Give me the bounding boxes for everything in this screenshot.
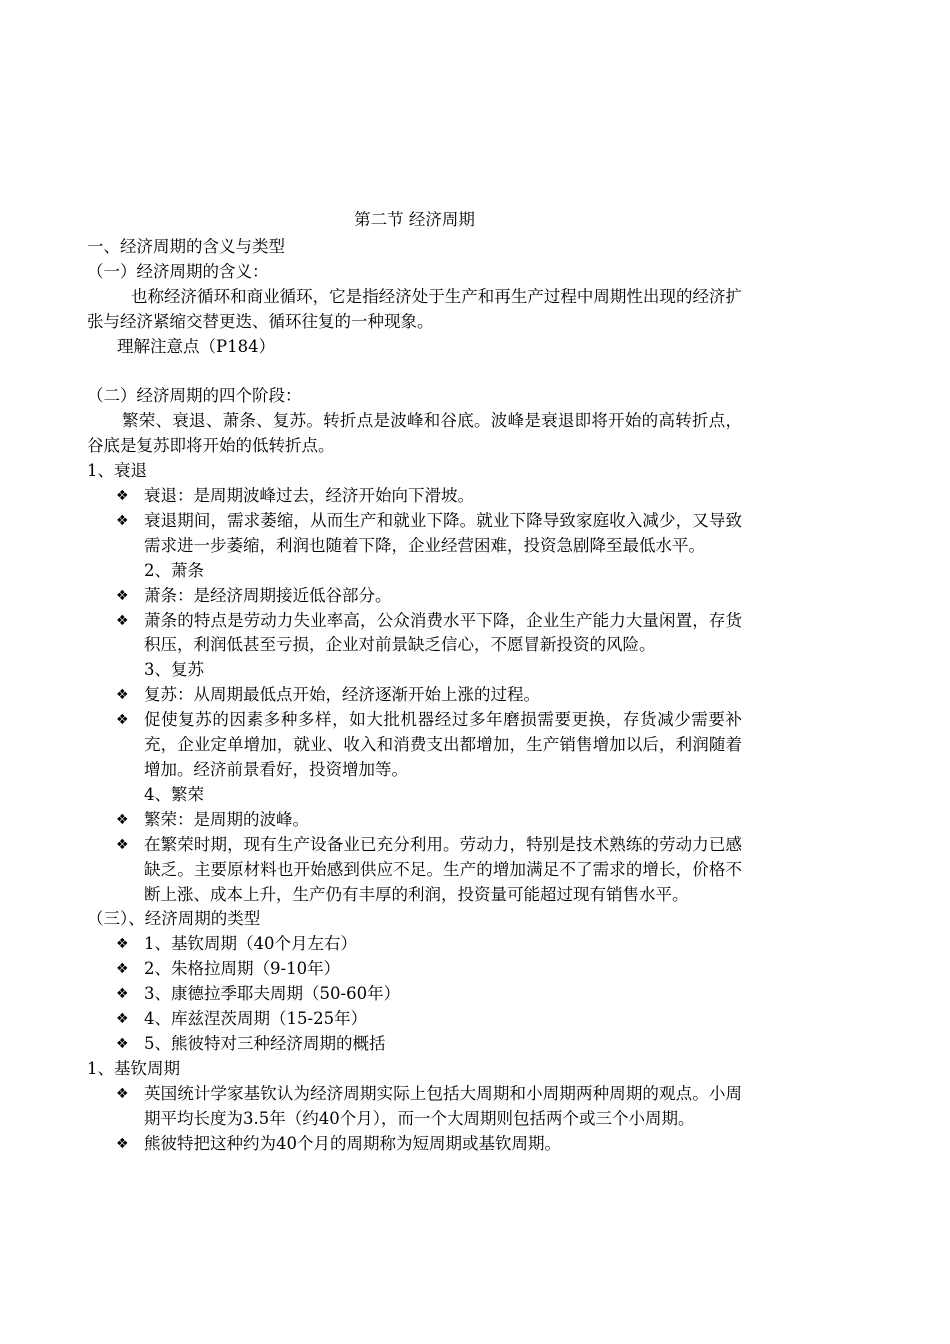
list-item-text: 3、康德拉季耶夫周期（50-60年） xyxy=(144,984,401,1004)
bullet-list xyxy=(87,683,742,783)
blank-line xyxy=(87,360,742,385)
diamond-bullet-icon: ❖ xyxy=(116,587,129,604)
diamond-bullet-icon: ❖ xyxy=(116,986,129,1003)
diamond-bullet-icon: ❖ xyxy=(116,687,129,704)
bullet-list xyxy=(87,808,742,908)
list-item-text: 促使复苏的因素多种多样，如大批机器经过多年磨损需要更换，存货减少需要补充，企业定单增加，就业、收入和消费支出都增加，生产销售增加以后，利润随着增加。经济前景看好，投资增加等。 xyxy=(144,710,742,780)
list-item-text: 英国统计学家基钦认为经济周期实际上包括大周期和小周期两种周期的观点。小周期平均长度为3.5年（约40个月），而一个大周期则包括两个或三个小周期。 xyxy=(144,1083,742,1128)
phase-heading: 1、衰退 xyxy=(87,461,147,481)
list-item xyxy=(87,1032,742,1057)
list-item xyxy=(87,982,742,1007)
bullet-list xyxy=(87,484,742,559)
bullet-list xyxy=(87,932,742,1057)
note-line: 理解注意点（P184） xyxy=(117,336,276,356)
list-item xyxy=(87,584,742,609)
diamond-bullet-icon: ❖ xyxy=(116,1135,129,1152)
diamond-bullet-icon: ❖ xyxy=(116,1085,129,1102)
list-item xyxy=(87,484,742,509)
list-item xyxy=(87,957,742,982)
diamond-bullet-icon: ❖ xyxy=(116,836,129,853)
list-item xyxy=(87,609,742,659)
bullet-list xyxy=(87,584,742,659)
list-item xyxy=(87,1132,742,1157)
section-heading: 1、基钦周期 xyxy=(87,1058,180,1078)
list-item xyxy=(87,1007,742,1032)
phase-heading: 4、繁荣 xyxy=(144,784,204,804)
phase-heading: 2、萧条 xyxy=(144,560,204,580)
diamond-bullet-icon: ❖ xyxy=(116,712,129,729)
list-item xyxy=(87,708,742,783)
list-item-text: 衰退：是周期波峰过去，经济开始向下滑坡。 xyxy=(144,486,474,506)
list-item xyxy=(87,932,742,957)
list-item-text: 衰退期间，需求萎缩，从而生产和就业下降。就业下降导致家庭收入减少，又导致需求进一步萎缩，利润也随着下降，企业经营困难，投资急剧降至最低水平。 xyxy=(144,510,742,555)
diamond-bullet-icon: ❖ xyxy=(116,961,129,978)
diamond-bullet-icon: ❖ xyxy=(116,811,129,828)
phases-paragraph: 繁荣、衰退、萧条、复苏。转折点是波峰和谷底。波峰是衰退即将开始的高转折点，谷底是复苏即将开始的低转折点。 xyxy=(87,411,742,456)
diamond-bullet-icon: ❖ xyxy=(116,1011,129,1028)
list-item-text: 5、熊彼特对三种经济周期的概括 xyxy=(144,1033,386,1053)
list-item-text: 4、库兹涅茨周期（15-25年） xyxy=(144,1009,368,1029)
diamond-bullet-icon: ❖ xyxy=(116,512,129,529)
list-item xyxy=(87,1082,742,1132)
diamond-bullet-icon: ❖ xyxy=(116,936,129,953)
list-item-text: 复苏：从周期最低点开始，经济逐渐开始上涨的过程。 xyxy=(144,685,540,705)
section-heading: 一、经济周期的含义与类型 xyxy=(87,237,285,256)
subsection-heading: （一）经济周期的含义： xyxy=(87,261,269,281)
list-item-text: 熊彼特把这种约为40个月的周期称为短周期或基钦周期。 xyxy=(144,1133,561,1153)
list-item-text: 萧条的特点是劳动力失业率高，公众消费水平下降，企业生产能力大量闲置，存货积压，利润低甚至亏损，企业对前景缺乏信心，不愿冒新投资的风险。 xyxy=(144,610,742,655)
document-page xyxy=(87,205,742,1157)
diamond-bullet-icon: ❖ xyxy=(116,488,129,505)
diamond-bullet-icon: ❖ xyxy=(116,1035,129,1052)
list-item-text: 1、基钦周期（40个月左右） xyxy=(144,934,357,954)
list-item xyxy=(87,683,742,708)
list-item xyxy=(87,509,742,559)
list-item-text: 2、朱格拉周期（9-10年） xyxy=(144,959,341,979)
diamond-bullet-icon: ❖ xyxy=(116,612,129,629)
list-item-text: 在繁荣时期，现有生产设备业已充分利用。劳动力，特别是技术熟练的劳动力已感缺乏。主要原材料也开始感到供应不足。生产的增加满足不了需求的增长，价格不断上涨、成本上升，生产仍有丰厚的利润，投资量可能超过现有销售水平。 xyxy=(144,834,742,904)
definition-paragraph: 也称经济循环和商业循环，它是指经济处于生产和再生产过程中周期性出现的经济扩张与经济紧缩交替更迭、循环往复的一种现象。 xyxy=(87,286,742,331)
list-item xyxy=(87,808,742,833)
list-item xyxy=(87,833,742,908)
subsection-heading: （二）经济周期的四个阶段： xyxy=(87,386,302,406)
subsection-heading: （三）、经济周期的类型 xyxy=(87,909,261,929)
list-item-text: 繁荣：是周期的波峰。 xyxy=(144,809,309,829)
phase-heading: 3、复苏 xyxy=(144,660,204,680)
list-item-text: 萧条：是经济周期接近低谷部分。 xyxy=(144,585,392,605)
bullet-list xyxy=(87,1082,742,1157)
document-title: 第二节 经济周期 xyxy=(354,210,475,229)
